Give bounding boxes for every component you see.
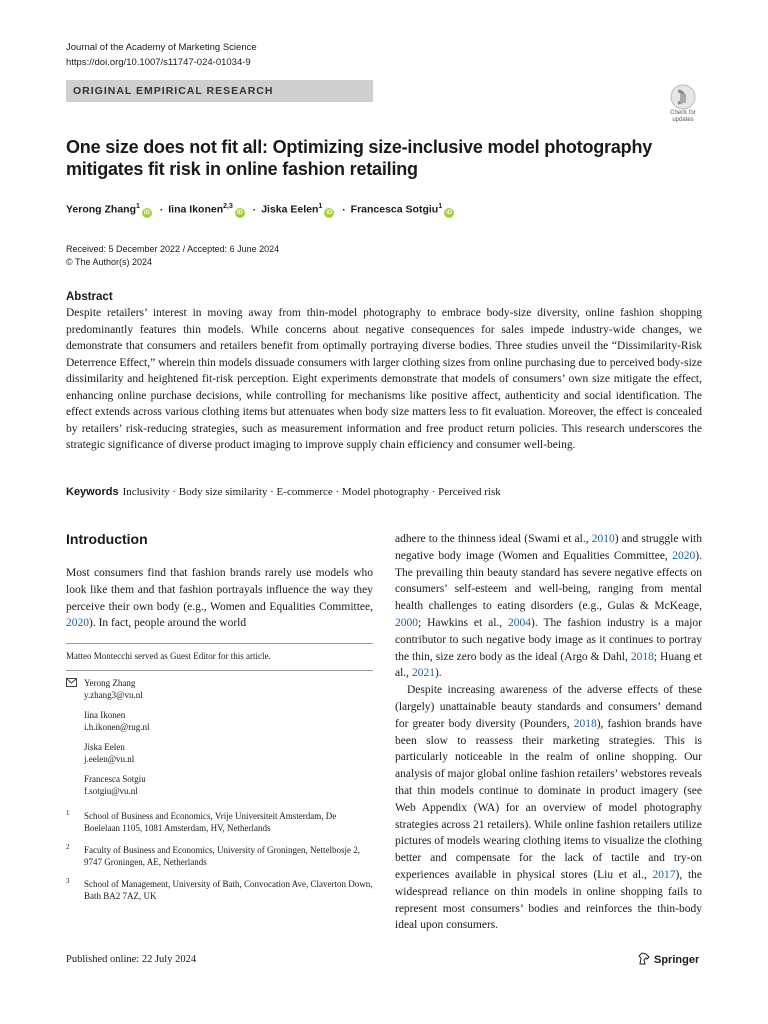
- author-list: [66, 203, 457, 218]
- text-run: ) and struggle with negative body image (Women and Equalities Committee,: [395, 533, 702, 562]
- text-run: ), the widespread reliance on thin models in online shopping fails to represent most consumers’ bodies and reinforces the thin-body ideal upon consumers.: [395, 868, 702, 932]
- doi-link[interactable]: https://doi.org/10.1007/s11747-024-01034-9: [66, 57, 251, 68]
- mail-icon: [66, 678, 77, 687]
- affiliation-entry: [66, 878, 373, 902]
- copyright: © The Author(s) 2024: [66, 257, 153, 267]
- citation-link[interactable]: 2021: [411, 667, 435, 680]
- author-affiliation-number: 1: [438, 203, 443, 210]
- citation-link[interactable]: 2020: [672, 549, 696, 562]
- citation-link[interactable]: 2004: [508, 616, 532, 629]
- affiliation-number: 2: [66, 843, 70, 851]
- citation-link[interactable]: 2020: [66, 617, 89, 630]
- citation-link[interactable]: 2000: [395, 616, 418, 629]
- received-accepted: Received: 5 December 2022 / Accepted: 6 June 2024: [66, 244, 280, 254]
- keywords-label: Keywords: [66, 486, 119, 498]
- text-run: ), fashion brands have been slow to reassess their marketing strategies. This is particularly noticeable in the realm of online shopping. Our analysis of major global online fashion retailers’ webstores reveals that thin models continue to dominate in product imagery (see Web Appendix (WA) for an overview of model photography strategies across 21 retailers). While online fashion retailers utilize pictures of models wearing clothing items to visualize the clothing better and compensate for the lack of tactile and try-on experiences available in physical stores (Liu et al.,: [395, 717, 702, 881]
- author-separator: ·: [156, 203, 167, 216]
- contact-email[interactable]: y.zhang3@vu.nl: [84, 690, 143, 700]
- orcid-icon[interactable]: iD: [326, 209, 333, 216]
- text-run: ; Huang et al.,: [395, 650, 703, 680]
- affiliation-number: 1: [66, 809, 70, 817]
- contact-list: [66, 677, 373, 805]
- crossmark-line1: Check for: [670, 110, 696, 116]
- crossmark-line2: updates: [672, 117, 694, 123]
- orcid-icon[interactable]: iD: [236, 209, 243, 216]
- contact-entry: [66, 773, 373, 797]
- contact-entry: [66, 709, 373, 733]
- text-run: Most consumers find that fashion brands rarely use models who look like them and that fashion portrayals influence the way they perceive their own body (e.g., Women and Equalities Committee,: [66, 567, 373, 613]
- springer-horse-icon: [638, 952, 650, 965]
- affiliation-entry: [66, 844, 373, 868]
- abstract-text: Despite retailers’ interest in moving away from thin-model photography to embrace body-size diversity, online fashion shopping predominantly features thin models. While concerns about negative consequences for sales impede industry-wide changes, we demonstrate that consumers and retailers benefit from optimally portraying diverse bodies. Three studies unveil the “Dissimilarity-Risk Deterrence Effect,” wherein thin models dissuade consumers with larger clothing sizes from online purchasing due to perceived body-size dissimilarity and heightened fit-risk perception. Eight experiments demonstrate that models of consumers’ own size mitigate the effect, enhancing online purchase decisions, while controlling for mechanisms like positive affect, authenticity and social identification. The effect extends across various clothing items but attenuates when body size matters less to fit evaluation. Moreover, the effect is concealed by retailers’ risk-reducing strategies, such as measurement information and free product return policies. This research underscores the strategic significance of diverse product imaging to improve supply chain efficiency and consumer well-being.: [66, 307, 702, 451]
- author-name: Yerong Zhang: [66, 203, 137, 216]
- publisher-name: Springer: [654, 954, 700, 966]
- author-affiliation-number: 1: [136, 203, 140, 210]
- crossmark-icon: [670, 84, 696, 110]
- publisher-logo: [638, 952, 699, 966]
- contact-email[interactable]: j.eelen@vu.nl: [84, 754, 135, 764]
- contact-name: Francesca Sotgiu: [84, 774, 146, 784]
- journal-header: [66, 40, 257, 70]
- orcid-icon[interactable]: iD: [143, 209, 150, 216]
- intro-paragraph: [395, 531, 702, 682]
- citation-link[interactable]: 2017: [652, 868, 676, 881]
- text-run: Despite increasing awareness of the adverse effects of these (largely) unattainable beauty standards and consumers’ demand for greater body diversity (Pounders,: [395, 684, 702, 730]
- crossmark-badge[interactable]: [664, 84, 702, 122]
- author-name: Francesca Sotgiu: [350, 203, 439, 216]
- text-run: ). The prevailing thin beauty standard has severe negative effects on consumers’ self-esteem and well-being, ranging from mental health challenges to eating disorders (e.g., Gulas & McKeage,: [395, 549, 702, 613]
- author-affiliation-number: 2,3: [223, 203, 233, 210]
- intro-paragraph: [395, 682, 702, 934]
- contact-name: Yerong Zhang: [84, 678, 136, 688]
- contact-entry: [66, 677, 373, 701]
- journal-name: Journal of the Academy of Marketing Science: [66, 42, 257, 53]
- citation-link[interactable]: 2010: [591, 533, 615, 545]
- article-title: One size does not fit all: Optimizing size-inclusive model photography mitigates fit risk in online fashion retailing: [66, 137, 653, 179]
- contact-name: Jiska Eelen: [84, 742, 125, 752]
- text-run: ; Hawkins et al.,: [418, 616, 509, 629]
- intro-left-paragraph: [66, 565, 373, 632]
- intro-right-column: [395, 531, 702, 934]
- author-separator: ·: [339, 203, 349, 216]
- citation-link[interactable]: 2018: [573, 717, 597, 730]
- citation-link[interactable]: 2018: [630, 650, 654, 663]
- abstract-heading: Abstract: [66, 291, 113, 303]
- author-name: Iina Ikonen: [168, 203, 224, 216]
- affiliation-entry: [66, 810, 373, 834]
- affiliation-number: 3: [66, 877, 70, 885]
- affiliation-text: Faculty of Business and Economics, University of Groningen, Nettelbosje 2, 9747 Groningen, AE, Netherlands: [84, 845, 360, 867]
- contact-email[interactable]: i.h.ikonen@rug.nl: [84, 722, 150, 732]
- contact-name: Iina Ikonen: [84, 710, 126, 720]
- author-separator: ·: [249, 203, 260, 216]
- affiliation-list: [66, 810, 373, 912]
- keywords: [66, 486, 501, 498]
- text-run: ). In fact, people around the world: [89, 617, 247, 630]
- article-dates: [66, 243, 279, 269]
- guest-editor-note: Matteo Montecchi served as Guest Editor for this article.: [66, 651, 271, 661]
- author-name: Jiska Eelen: [261, 203, 319, 216]
- affiliation-text: School of Management, University of Bath, Convocation Ave, Claverton Down, Bath BA2 7AZ, UK: [84, 879, 373, 901]
- author-affiliation-number: 1: [318, 203, 323, 210]
- article-type-banner: ORIGINAL EMPIRICAL RESEARCH: [66, 80, 373, 102]
- footnote-divider: [66, 670, 373, 671]
- text-run: adhere to the thinness ideal (Swami et al.,: [395, 533, 592, 545]
- introduction-heading: Introduction: [66, 531, 148, 547]
- affiliation-text: School of Business and Economics, Vrije Universiteit Amsterdam, De Boelelaan 1105, 1081 Amsterdam, HV, Netherlands: [84, 811, 337, 833]
- text-run: ).: [434, 667, 442, 680]
- keywords-text: Inclusivity · Body size similarity · E-commerce · Model photography · Perceived risk: [122, 486, 501, 498]
- published-date: Published online: 22 July 2024: [66, 954, 197, 965]
- orcid-icon[interactable]: iD: [446, 209, 453, 216]
- contact-entry: [66, 741, 373, 765]
- text-run: ). The fashion industry is a major contributor to such negative body image as it continues to portray the thin, size zero body as the ideal (Argo & Dahl,: [395, 616, 702, 663]
- footnote-divider: [66, 643, 373, 644]
- contact-email[interactable]: f.sotgiu@vu.nl: [84, 786, 138, 796]
